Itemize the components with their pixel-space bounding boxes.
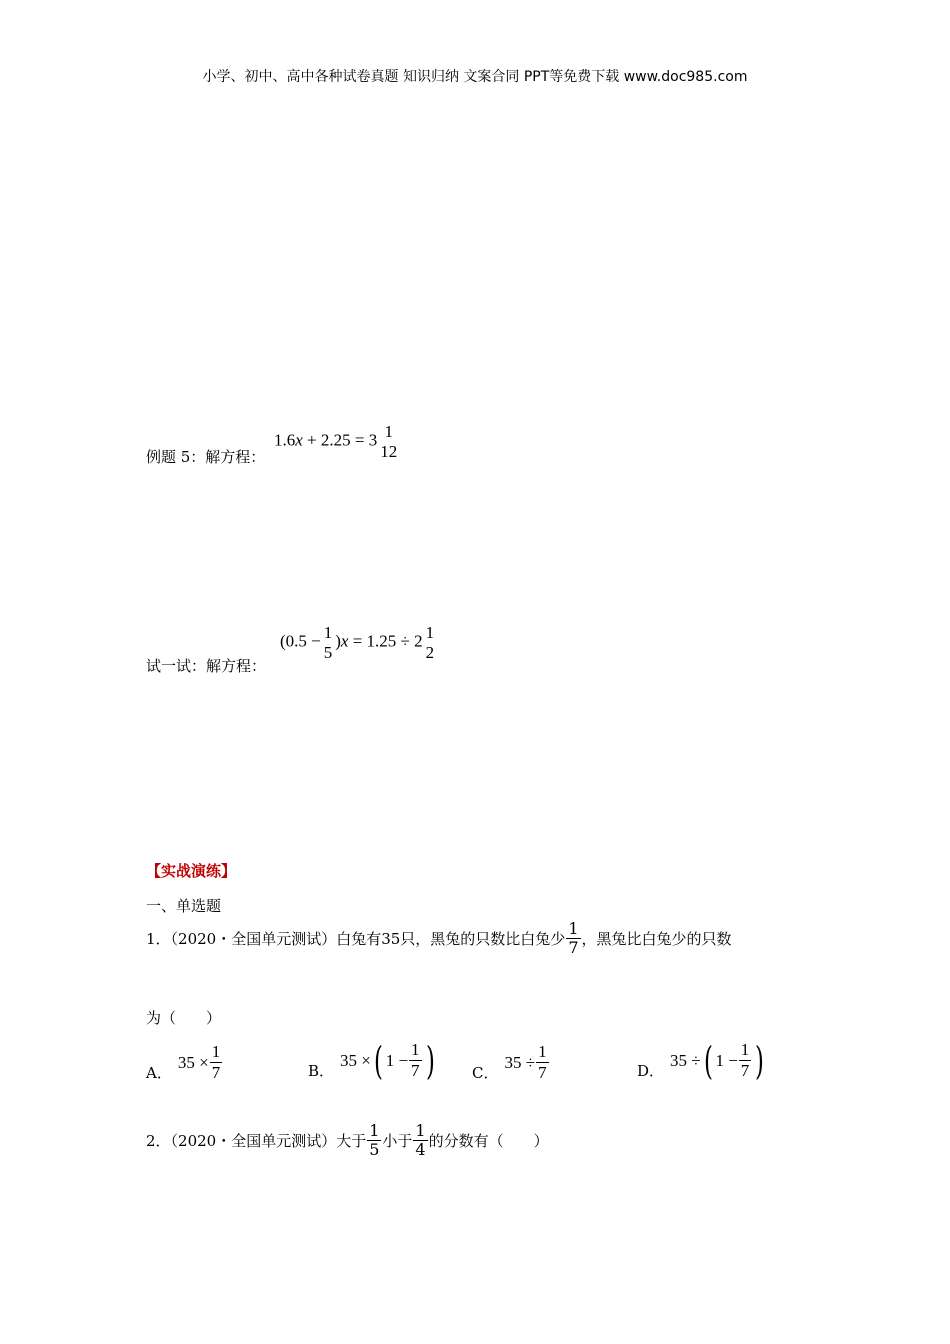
tryit-rest: = 1.25 ÷ 2 <box>348 631 423 651</box>
q1-option-d-rparen: ) <box>755 1038 765 1083</box>
q1-option-d <box>637 1040 767 1081</box>
q1-option-b-letter: B． <box>308 1062 335 1080</box>
q2-line <box>146 1122 549 1160</box>
q1-option-a-fraction <box>210 1042 223 1082</box>
page-header: 小学、初中、高中各种试卷真题 知识归纳 文案合同 PPT等免费下载 www.doc985.com <box>202 69 748 85</box>
q1-option-b-fraction <box>409 1040 422 1080</box>
q1-option-b-num: 1 <box>411 1040 420 1060</box>
tryit-close: ) <box>335 631 341 651</box>
q1-text-b: ，黑兔比白兔少的只数 <box>581 930 732 949</box>
q1-option-a <box>146 1042 223 1083</box>
q1-option-b-rparen: ) <box>425 1038 435 1083</box>
q1-option-b-lparen: ( <box>373 1038 383 1083</box>
q2-f2-den: 4 <box>415 1140 426 1160</box>
tryit-open: (0.5 − <box>280 631 321 651</box>
q1-option-c <box>472 1042 550 1083</box>
q1-option-b <box>308 1040 437 1081</box>
q1-option-d-expr: 35 ÷ <box>670 1050 701 1070</box>
q1-option-b-den: 7 <box>411 1061 420 1080</box>
q1-frac-den: 7 <box>568 938 579 958</box>
q2-text-a: 2．（2020・全国单元测试）大于 <box>146 1132 367 1151</box>
q1-option-c-num: 1 <box>538 1042 547 1062</box>
example5-equation <box>274 422 400 461</box>
example5-frac-den: 12 <box>380 441 398 461</box>
q1-option-d-fraction <box>739 1040 752 1080</box>
tryit-fraction-2 <box>424 623 437 662</box>
q1-option-c-expr: 35 ÷ <box>504 1052 536 1072</box>
q1-option-d-one: 1 − <box>715 1050 738 1070</box>
tryit-frac2-num: 1 <box>425 623 435 642</box>
q2-text-c: 的分数有（ ） <box>428 1132 549 1151</box>
q1-line2: 为（ ） <box>146 1009 222 1027</box>
example5-frac-num: 1 <box>384 422 393 441</box>
tryit-frac1-den: 5 <box>323 642 333 662</box>
q2-f2-num: 1 <box>415 1121 426 1140</box>
q1-option-c-letter: C． <box>472 1064 499 1082</box>
tryit-frac2-den: 2 <box>425 642 435 662</box>
q1-option-a-den: 7 <box>211 1063 221 1082</box>
q1-option-d-den: 7 <box>740 1061 750 1080</box>
q1-option-b-expr: 35 × <box>340 1050 371 1070</box>
q1-option-a-expr: 35 × <box>177 1052 209 1072</box>
q1-option-b-one: 1 − <box>385 1050 409 1070</box>
tryit-var: x <box>340 631 349 651</box>
q2-fraction-1 <box>367 1122 381 1160</box>
example5-var: x <box>295 430 303 450</box>
tryit-fraction-1 <box>322 623 335 662</box>
section-title: 【实战演练】 <box>146 862 237 880</box>
example5-label: 例题 5：解方程： <box>146 448 266 466</box>
example5-mid: + 2.25 = 3 <box>302 430 378 450</box>
tryit-label: 试一试：解方程： <box>146 657 267 675</box>
q1-option-a-num: 1 <box>211 1042 221 1062</box>
q1-option-c-den: 7 <box>538 1063 547 1082</box>
q1-option-d-num: 1 <box>740 1040 750 1060</box>
example5-fraction <box>378 422 399 461</box>
q1-option-d-letter: D． <box>637 1062 665 1080</box>
tryit-equation <box>280 623 437 662</box>
q2-f1-den: 5 <box>369 1140 380 1160</box>
q2-fraction-2 <box>413 1122 427 1160</box>
q1-option-c-fraction <box>536 1042 549 1082</box>
tryit-frac1-num: 1 <box>323 623 333 642</box>
example5-lhs: 1.6 <box>274 430 296 450</box>
q1-fraction <box>566 920 580 958</box>
section-subtitle: 一、单选题 <box>146 897 222 915</box>
q2-text-b: 小于 <box>382 1132 413 1151</box>
q1-frac-num: 1 <box>568 919 579 938</box>
q1-option-d-lparen: ( <box>703 1038 713 1083</box>
q1-option-a-letter: A． <box>146 1064 172 1082</box>
q1-text-a: 1．（2020・全国单元测试）白兔有35只，黑兔的只数比白兔少 <box>146 930 566 949</box>
q2-f1-num: 1 <box>369 1121 380 1140</box>
q1-line1 <box>146 920 732 958</box>
